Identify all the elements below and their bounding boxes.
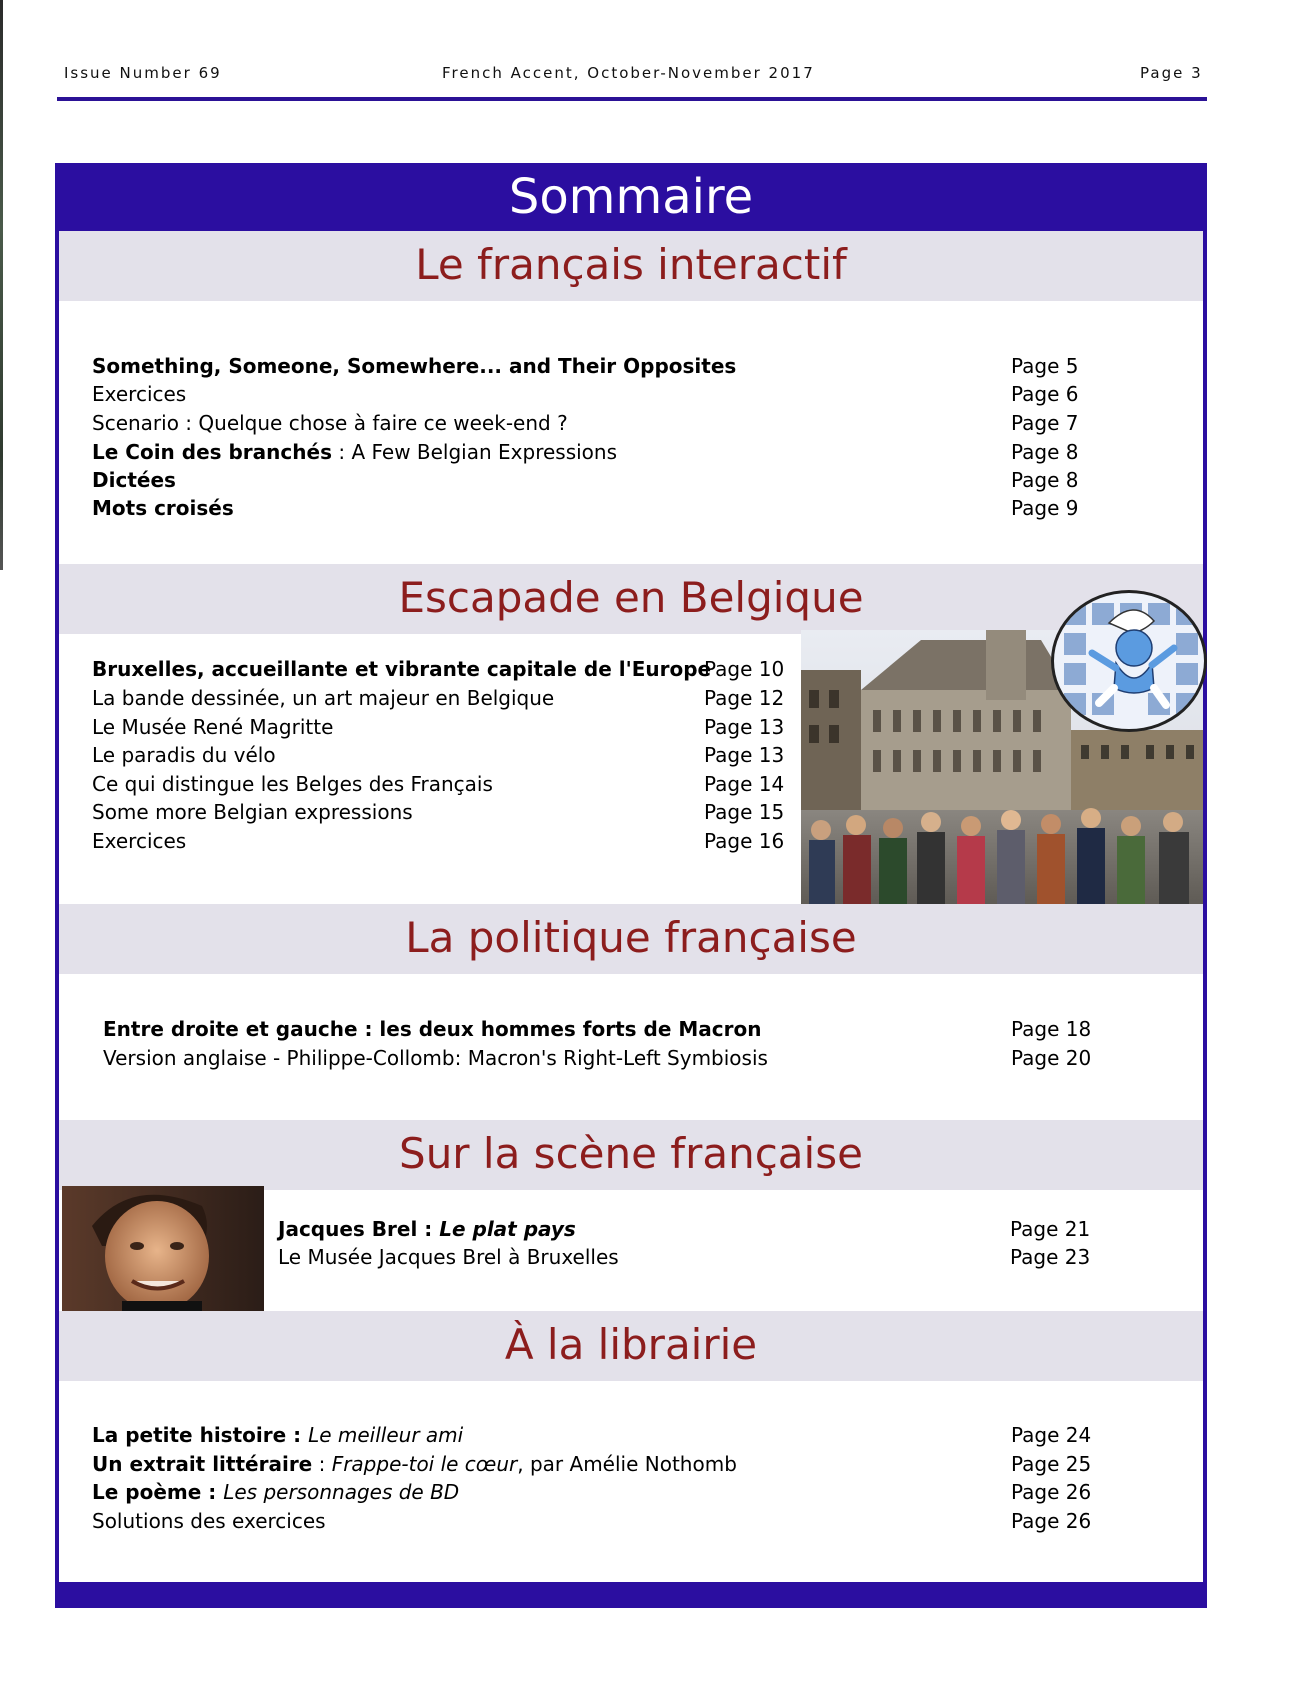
toc-page-ref: Page 13: [704, 715, 785, 739]
toc-entry[interactable]: Exercices: [92, 382, 187, 406]
toc-entry[interactable]: Le Coin des branchés : A Few Belgian Expressions: [92, 440, 618, 464]
toc-page-ref: Page 5: [1011, 354, 1079, 378]
toc-page-ref: Page 8: [1011, 440, 1079, 464]
toc-page-ref: Page 18: [1011, 1017, 1092, 1041]
section-heading-escapade: Escapade en Belgique: [59, 564, 1203, 634]
brel-portrait: [62, 1186, 264, 1312]
section-heading-scene: Sur la scène française: [59, 1120, 1203, 1190]
toc-page-ref: Page 25: [1011, 1452, 1092, 1476]
toc-title: Sommaire: [55, 163, 1207, 231]
toc-page-ref: Page 26: [1011, 1509, 1092, 1533]
toc-page-ref: Page 7: [1011, 411, 1079, 435]
smurf-icon: [1051, 590, 1207, 732]
section-heading-politique: La politique française: [59, 904, 1203, 974]
toc-page-ref: Page 15: [704, 800, 785, 824]
toc-entry[interactable]: Some more Belgian expressions: [92, 800, 413, 824]
section-heading-librairie: À la librairie: [59, 1311, 1203, 1381]
toc-entry[interactable]: Ce qui distingue les Belges des Français: [92, 772, 493, 796]
toc-page-ref: Page 14: [704, 772, 785, 796]
toc-entry[interactable]: Version anglaise - Philippe-Collomb: Macron's Right-Left Symbiosis: [103, 1046, 768, 1070]
toc-entry[interactable]: Le Musée René Magritte: [92, 715, 334, 739]
page-number: Page 3: [1140, 64, 1203, 82]
toc-page-ref: Page 23: [1010, 1245, 1091, 1269]
toc-page-ref: Page 21: [1010, 1217, 1091, 1241]
toc-page-ref: Page 24: [1011, 1423, 1092, 1447]
toc-page-ref: Page 13: [704, 743, 785, 767]
toc-page-ref: Page 16: [704, 829, 785, 853]
section-heading-francais-interactif: Le français interactif: [59, 231, 1203, 301]
toc-entry[interactable]: Something, Someone, Somewhere... and Their Opposites: [92, 354, 737, 378]
toc-entry[interactable]: La bande dessinée, un art majeur en Belgique: [92, 686, 555, 710]
page-edge-shadow: [0, 0, 3, 570]
toc-entry[interactable]: Scenario : Quelque chose à faire ce week-end ?: [92, 411, 568, 435]
toc-entry[interactable]: Le paradis du vélo: [92, 743, 276, 767]
toc-entry[interactable]: Un extrait littéraire : Frappe-toi le cœur, par Amélie Nothomb: [92, 1452, 737, 1476]
issue-number: Issue Number 69: [64, 64, 222, 82]
toc-entry[interactable]: Le poème : Les personnages de BD: [92, 1480, 460, 1504]
toc-page-ref: Page 10: [704, 657, 785, 681]
toc-page-ref: Page 6: [1011, 382, 1079, 406]
toc-page-ref: Page 9: [1011, 496, 1079, 520]
publication-title: French Accent, October-November 2017: [442, 64, 815, 82]
toc-page-ref: Page 12: [704, 686, 785, 710]
toc-entry[interactable]: La petite histoire : Le meilleur ami: [92, 1423, 464, 1447]
toc-page-ref: Page 20: [1011, 1046, 1092, 1070]
toc-entry[interactable]: Bruxelles, accueillante et vibrante capitale de l'Europe: [92, 657, 712, 681]
toc-bottom-bar: [55, 1582, 1207, 1608]
toc-entry[interactable]: Le Musée Jacques Brel à Bruxelles: [278, 1245, 619, 1269]
toc-page-ref: Page 26: [1011, 1480, 1092, 1504]
toc-entry[interactable]: Exercices: [92, 829, 187, 853]
toc-entry[interactable]: Mots croisés: [92, 496, 234, 520]
toc-entry[interactable]: Jacques Brel : Le plat pays: [278, 1217, 576, 1241]
toc-entry[interactable]: Entre droite et gauche : les deux hommes forts de Macron: [103, 1017, 762, 1041]
toc-page-ref: Page 8: [1011, 468, 1079, 492]
toc-entry[interactable]: Dictées: [92, 468, 176, 492]
header-rule: [57, 97, 1207, 101]
toc-entry[interactable]: Solutions des exercices: [92, 1509, 326, 1533]
